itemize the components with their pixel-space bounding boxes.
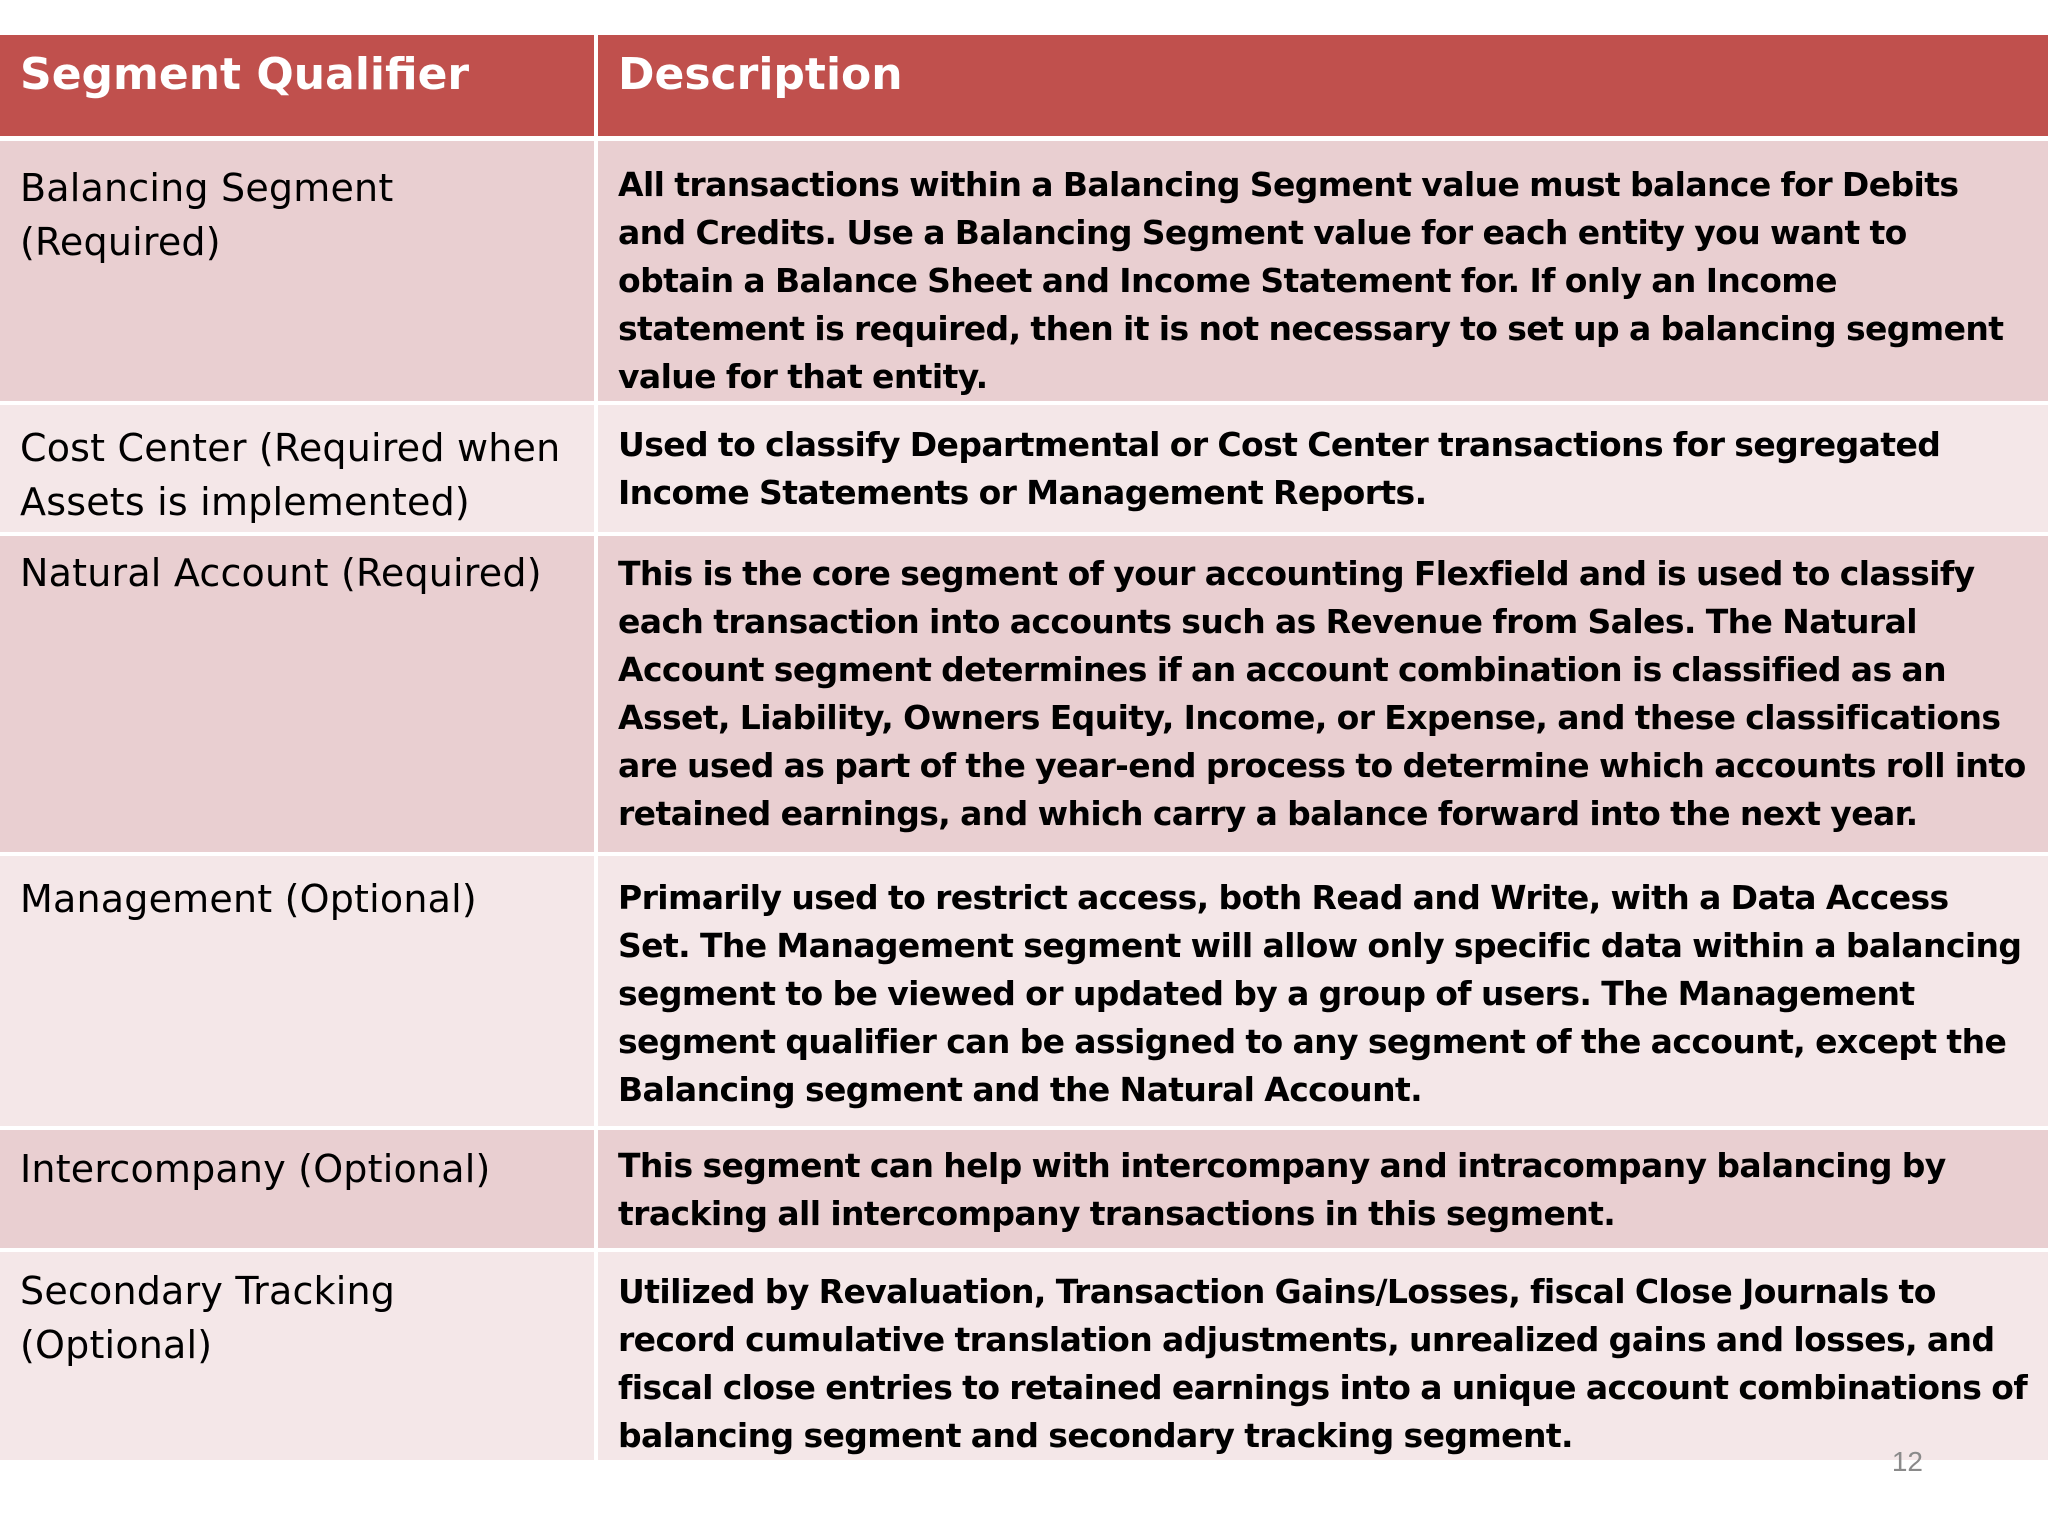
description-cell: Utilized by Revaluation, Transaction Gains/Losses, fiscal Close Journals to record cumulative translation adjustments, unrealized gains and losses, and fiscal close entries to retained earnings into a unique account combinations of balancing segment and secondary tracking segment. <box>596 1250 2048 1462</box>
qualifier-cell: Secondary Tracking (Optional) <box>0 1250 596 1462</box>
qualifier-cell: Cost Center (Required when Assets is implemented) <box>0 403 596 534</box>
table-row <box>0 1250 2048 1462</box>
qualifier-cell: Management (Optional) <box>0 854 596 1128</box>
table-row <box>0 854 2048 1128</box>
header-row <box>0 35 2048 138</box>
table-row <box>0 138 2048 403</box>
qualifier-cell: Intercompany (Optional) <box>0 1128 596 1250</box>
qualifier-cell: Natural Account (Required) <box>0 534 596 854</box>
segment-qualifier-table <box>0 35 2048 1464</box>
description-cell: Primarily used to restrict access, both Read and Write, with a Data Access Set. The Management segment will allow only specific data within a balancing segment to be viewed or updated by a group of users. The Management segment qualifier can be assigned to any segment of the account, except the Balancing segment and the Natural Account. <box>596 854 2048 1128</box>
description-cell: Used to classify Departmental or Cost Center transactions for segregated Income Statements or Management Reports. <box>596 403 2048 534</box>
description-cell: All transactions within a Balancing Segment value must balance for Debits and Credits. Use a Balancing Segment value for each entity you want to obtain a Balance Sheet and Income Statement for. If only an Income statement is required, then it is not necessary to set up a balancing segment value for that entity. <box>596 138 2048 403</box>
table-row <box>0 1128 2048 1250</box>
qualifier-cell: Balancing Segment (Required) <box>0 138 596 403</box>
table-row <box>0 534 2048 854</box>
description-cell: This segment can help with intercompany and intracompany balancing by tracking all intercompany transactions in this segment. <box>596 1128 2048 1250</box>
table-body <box>0 138 2048 1462</box>
header-segment-qualifier: Segment Qualifier <box>0 35 596 138</box>
header-description: Description <box>596 35 2048 138</box>
page-number: 12 <box>1891 1446 1923 1477</box>
table-header <box>0 35 2048 138</box>
description-cell: This is the core segment of your accounting Flexfield and is used to classify each transaction into accounts such as Revenue from Sales. The Natural Account segment determines if an account combination is classified as an Asset, Liability, Owners Equity, Income, or Expense, and these classifications are used as part of the year-end process to determine which accounts roll into retained earnings, and which carry a balance forward into the next year. <box>596 534 2048 854</box>
table-row <box>0 403 2048 534</box>
